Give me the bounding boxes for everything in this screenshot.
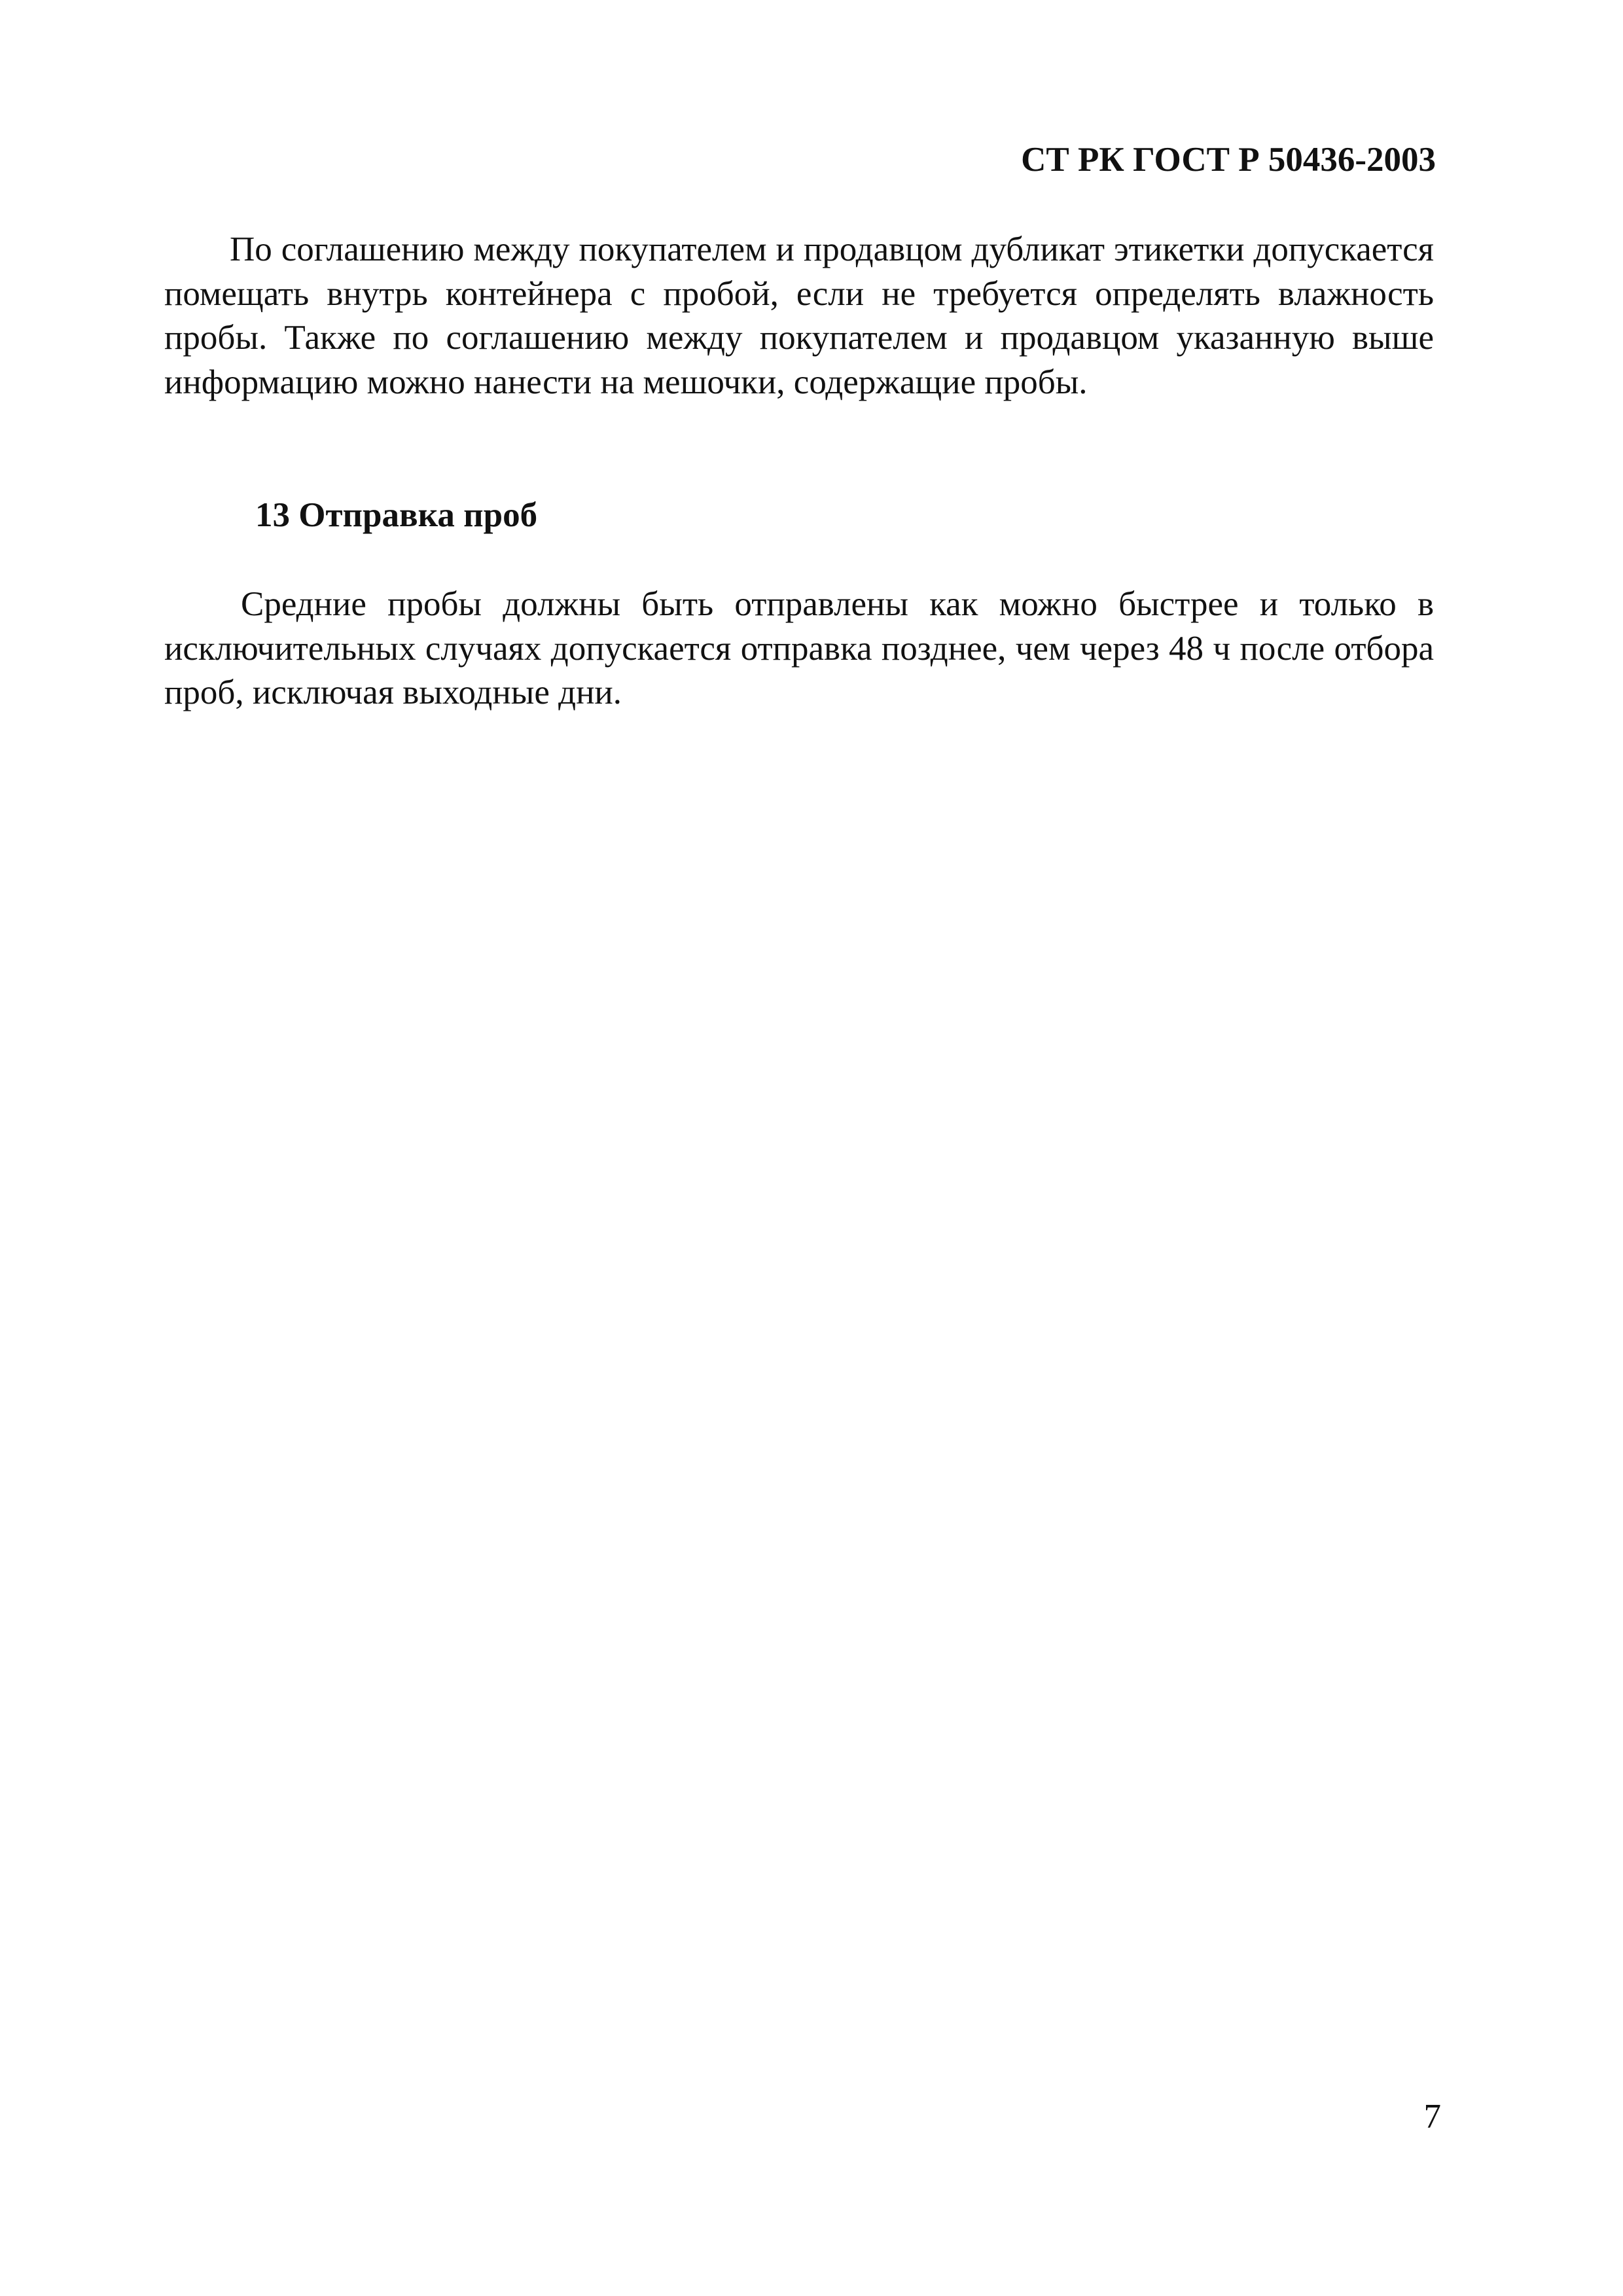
paragraph-sample-shipping: Средние пробы должны быть отправлены как можно быстрее и только в исключительных случаях допускается отправка позднее, чем через 48 ч после отбора проб, исключая выходные дни. bbox=[164, 585, 1434, 711]
paragraph-label-agreement: По соглашению между покупателем и продавцом дубликат этикетки допускается помещать внутрь контейнера с пробой, если не требуется определять влажность пробы. Также по соглашению между покупателем и продавцом указанную выше информацию можно нанести на мешочки, содержащие пробы. bbox=[164, 230, 1434, 401]
standard-code-header: СТ РК ГОСТ Р 50436-2003 bbox=[1021, 141, 1436, 179]
page-number: 7 bbox=[1423, 2098, 1441, 2136]
section-heading-sample-shipping: 13 Отправка проб bbox=[255, 496, 538, 534]
